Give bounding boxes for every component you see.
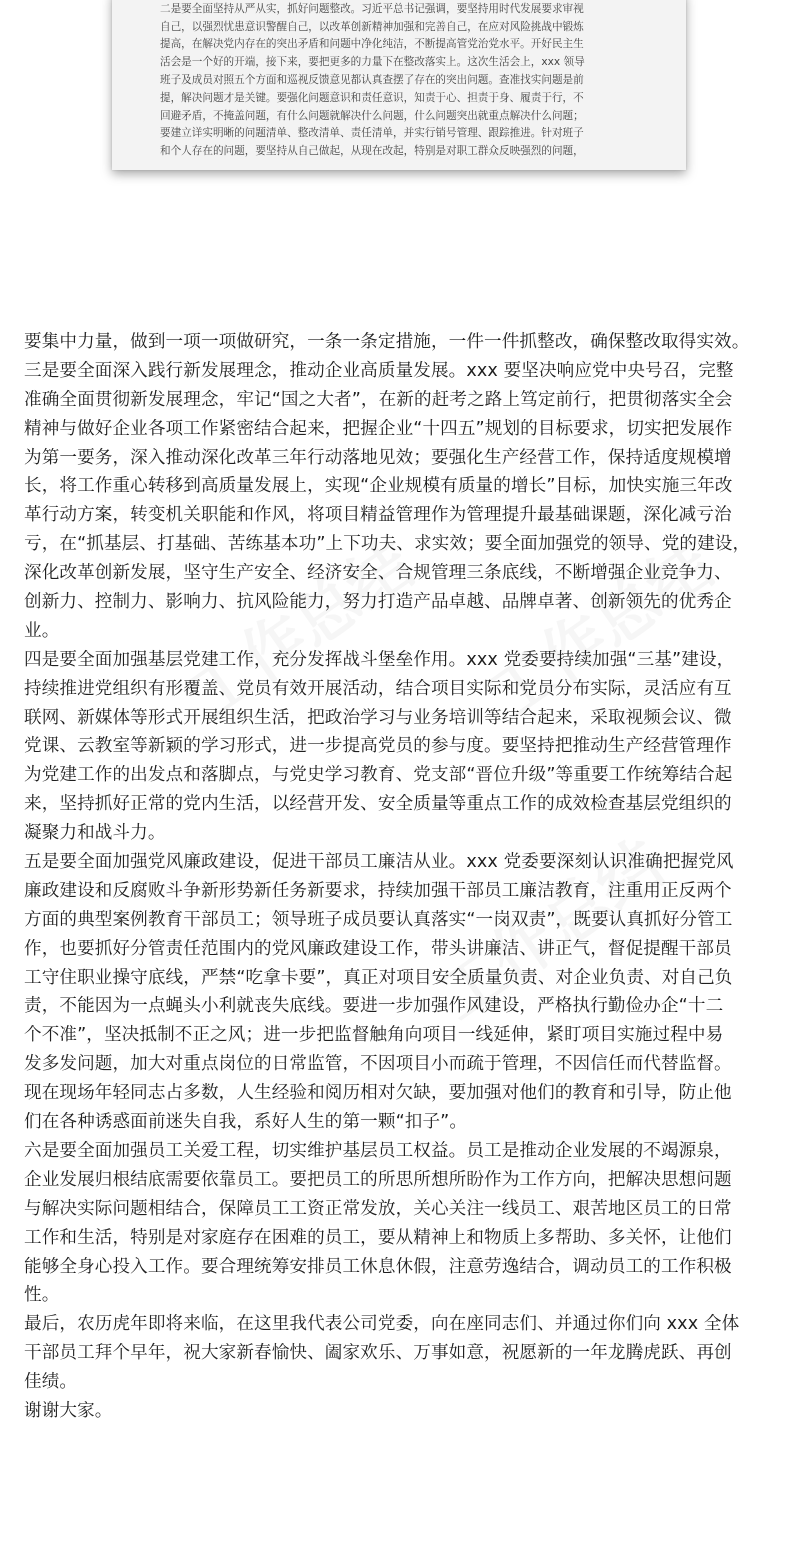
paragraph-line: 们在各种诱惑面前迷失自我，系好人生的第一颗“扣子”。 — [24, 1112, 468, 1133]
preview-line: 二是要全面坚持从严从实，抓好问题整改。习近平总书记强调，要坚持用时代发展要求审视 — [160, 2, 584, 15]
preview-line: 活会是一个好的开端，接下来，要把更多的力量下在整改落实上。这次生活会上，xxx 领导 — [160, 56, 585, 69]
paragraph-line: 精神与做好企业各项工作紧密结合起来，把握企业“十四五”规划的目标要求，切实把发展作 — [24, 418, 733, 439]
paragraph-line: 凝聚力和战斗力。 — [24, 823, 166, 844]
paragraph-line: 廉政建设和反腐败斗争新形势新任务新要求，持续加强干部员工廉洁教育，注重用正反两个 — [24, 880, 732, 901]
paragraph-line: 要集中力量，做到一项一项做研究，一条一条定措施，一件一件抓整改，确保整改取得实效。 — [24, 332, 750, 352]
paragraph-line: 长，将工作重心转移到高质量发展上，实现“企业规模有质量的增长”目标，加快实施三年改 — [24, 476, 733, 497]
paragraph-line: 亏，在“抓基层、打基础、苦练基本功”上下功夫、求实效；要全面加强党的领导、党的建设， — [24, 534, 751, 555]
paragraph-line: 持续推进党组织有形覆盖、党员有效开展活动，结合项目实际和党员分布实际，灵活应有互 — [24, 678, 732, 699]
paragraph-line: 五是要全面加强党风廉政建设，促进干部员工廉洁从业。xxx 党委要深刻认识准确把握党风 — [24, 852, 734, 873]
paragraph-line: 最后，农历虎年即将来临，在这里我代表公司党委，向在座同志们、并通过你们向 xxx 全体 — [24, 1314, 740, 1335]
preview-line: 班子及成员对照五个方面和巡视反馈意见都认真查摆了存在的突出问题。查准找实问题是前 — [160, 73, 584, 86]
preview-line: 自己，以强烈忧患意识警醒自己，以改革创新精神加强和完善自己，在应对风险挑战中锻炼 — [160, 20, 584, 33]
paragraph-line: 干部员工拜个早年，祝大家新春愉快、阖家欢乐、万事如意，祝愿新的一年龙腾虎跃、再创 — [24, 1343, 732, 1364]
preview-line: 提，解决问题才是关键。要强化问题意识和责任意识，知责于心、担责于身、履责于行，不 — [160, 91, 584, 104]
paragraph-line: 三是要全面深入践行新发展理念，推动企业高质量发展。xxx 要坚决响应党中央号召，完整 — [24, 360, 734, 381]
paragraph-line: 工守住职业操守底线，严禁“吃拿卡要”，真正对项目安全质量负责、对企业负责、对自己负 — [24, 967, 733, 988]
paragraph-line: 六是要全面加强员工关爱工程，切实维护基层员工权益。员工是推动企业发展的不竭源泉， — [24, 1140, 732, 1161]
paragraph-line: 责，不能因为一点蝇头小利就丧失底线。要进一步加强作风建设，严格执行勤俭办企“十二 — [24, 996, 724, 1017]
preview-line: 和个人存在的问题，要坚持从自己做起，从现在改起，特别是对职工群众反映强烈的问题， — [160, 145, 584, 158]
paragraph-line: 与解决实际问题相结合，保障员工工资正常发放，关心关注一线员工、艰苦地区员工的日常 — [24, 1198, 732, 1219]
paragraph-line: 能够全身心投入工作。要合理统筹安排员工休息休假，注意劳逸结合，调动员工的工作积极 — [24, 1256, 732, 1277]
paragraph-line: 方面的典型案例教育干部员工；领导班子成员要认真落实“一岗双责”，既要认真抓好分管工 — [24, 909, 733, 930]
paragraph-line: 佳绩。 — [24, 1372, 78, 1393]
preview-line: 要建立详实明晰的问题清单、整改清单、责任清单，并实行销号管理、跟踪推进。针对班子 — [160, 127, 584, 140]
preview-line: 提高，在解决党内存在的突出矛盾和问题中净化纯洁，不断提高管党治党水平。开好民主生 — [160, 38, 584, 51]
paragraph-line: 准确全面贯彻新发展理念，牢记“国之大者”，在新的赶考之路上笃定前行，把贯彻落实全会 — [24, 389, 733, 410]
paragraph-line: 工作和生活，特别是对家庭存在困难的员工，要从精神上和物质上多帮助、多关怀，让他们 — [24, 1227, 732, 1248]
paragraph-line: 深化改革创新发展，坚守生产安全、经济安全、合规管理三条底线，不断增强企业竞争力、 — [24, 563, 732, 584]
document-body — [24, 328, 784, 1426]
paragraph-line: 为第一要务，深入推动深化改革三年行动落地见效；要强化生产经营工作，保持适度规模增 — [24, 447, 732, 468]
paragraph-line: 现在现场年轻同志占多数，人生经验和阅历相对欠缺，要加强对他们的教育和引导，防止他 — [24, 1083, 732, 1104]
paragraph-line: 业。 — [24, 620, 60, 641]
paragraph-line: 来，坚持抓好正常的党内生活，以经营开发、安全质量等重点工作的成效检查基层党组织的 — [24, 794, 732, 815]
document-preview-card — [112, 0, 686, 170]
paragraph-line: 谢谢大家。 — [24, 1400, 113, 1421]
paragraph-line: 创新力、控制力、影响力、抗风险能力，努力打造产品卓越、品牌卓著、创新领先的优秀企 — [24, 592, 732, 613]
paragraph-line: 发多发问题，加大对重点岗位的日常监管，不因项目小而疏于管理，不因信任而代替监督。 — [24, 1054, 732, 1075]
paragraph-line: 党课、云教室等新颖的学习形式，进一步提高党员的参与度。要坚持把推动生产经营管理作 — [24, 736, 732, 757]
paragraph-line: 个不准”，坚决抵制不正之风；进一步把监督触角向项目一线延伸，紧盯项目实施过程中易 — [24, 1025, 724, 1046]
paragraph-line: 作，也要抓好分管责任范围内的党风廉政建设工作，带头讲廉洁、讲正气，督促提醒干部员 — [24, 938, 732, 959]
paragraph-line: 联网、新媒体等形式开展组织生活，把政治学习与业务培训等结合起来，采取视频会议、微 — [24, 707, 732, 728]
preview-text — [160, 0, 660, 161]
paragraph-line: 为党建工作的出发点和落脚点，与党史学习教育、党支部“晋位升级”等重要工作统筹结合起 — [24, 765, 733, 786]
paragraph-line: 企业发展归根结底需要依靠员工。要把员工的所思所想所盼作为工作方向，把解决思想问题 — [24, 1169, 732, 1190]
preview-line: 回避矛盾，不掩盖问题，有什么问题就解决什么问题，什么问题突出就重点解决什么问题； — [160, 109, 584, 122]
paragraph-line: 革行动方案，转变机关职能和作风，将项目精益管理作为管理提升最基础课题，深化减亏治 — [24, 505, 732, 526]
paragraph-line: 性。 — [24, 1285, 60, 1306]
paragraph-line: 四是要全面加强基层党建工作，充分发挥战斗堡垒作用。xxx 党委要持续加强“三基”建设， — [24, 649, 735, 670]
